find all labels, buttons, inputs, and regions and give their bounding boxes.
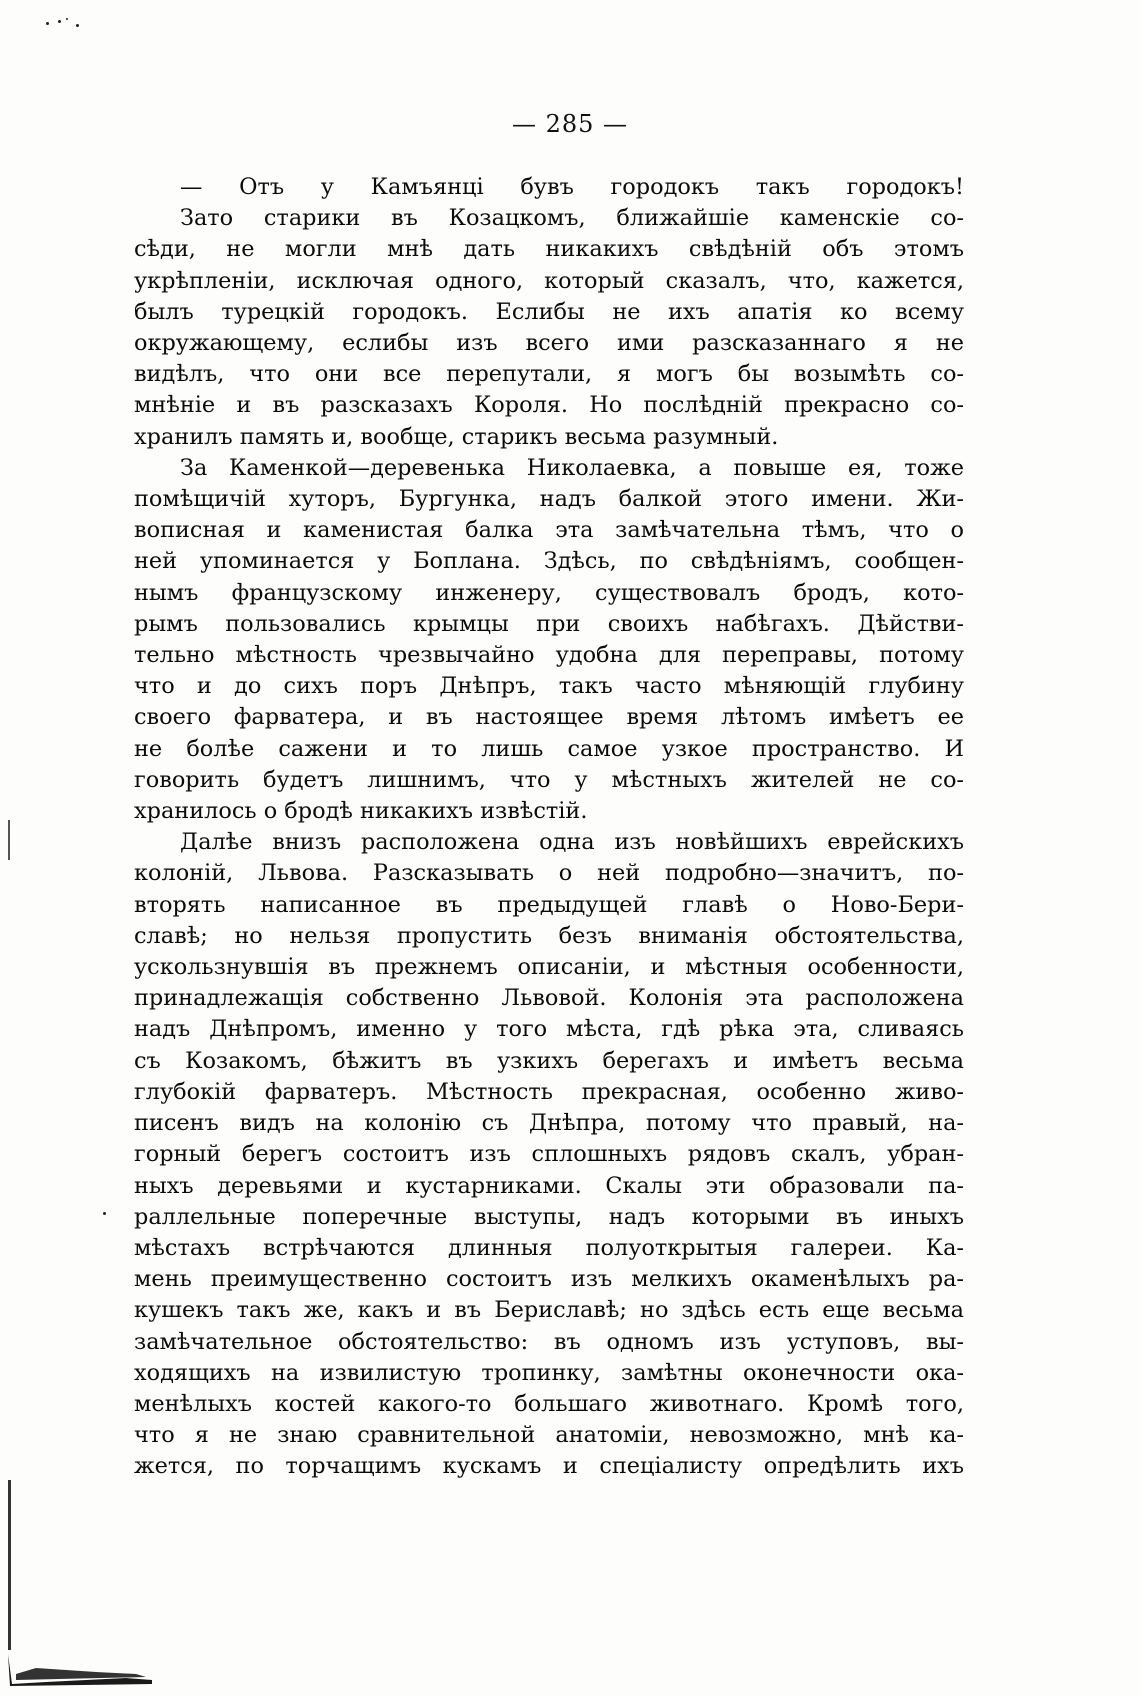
text-line: ныхъ деревьями и кустарниками. Скалы эти образовали па- bbox=[134, 1172, 964, 1199]
text-line: глубокій фарватеръ. Мѣстность прекрасная, особенно живо- bbox=[134, 1078, 964, 1105]
scan-speck bbox=[58, 20, 61, 23]
text-line: хранилось о бродѣ никакихъ извѣстій. bbox=[134, 798, 588, 825]
text-line: ускользнувшія въ прежнемъ описаніи, и мѣстныя особенности, bbox=[134, 954, 964, 981]
text-line: За Каменкой—деревенька Николаевка, а повыше ея, тоже bbox=[180, 454, 964, 481]
text-line: писенъ видъ на колонію съ Днѣпра, потому что правый, на- bbox=[134, 1110, 964, 1137]
text-line: Далѣе внизъ расположена одна изъ новѣйшихъ еврейскихъ bbox=[180, 829, 964, 856]
text-line: ходящихъ на извилистую тропинку, замѣтны оконечности ока- bbox=[134, 1359, 964, 1386]
text-line: ней упоминается у Боплана. Здѣсь, по свѣдѣніямъ, сообщен- bbox=[134, 548, 964, 575]
text-line: вторять написанное въ предыдущей главѣ о Ново-Бери- bbox=[134, 891, 964, 918]
body-text bbox=[134, 172, 964, 1483]
text-line: горный берегъ состоитъ изъ сплошныхъ рядовъ скалъ, убран- bbox=[134, 1141, 964, 1168]
text-line: тельно мѣстность чрезвычайно удобна для переправы, потому bbox=[134, 642, 964, 669]
text-line: надъ Днѣпромъ, именно у того мѣста, гдѣ рѣка эта, сливаясь bbox=[134, 1016, 964, 1043]
text-line: кушекъ такъ же, какъ и въ Бериславѣ; но здѣсь есть еще весьма bbox=[134, 1297, 964, 1324]
text-line: колоній, Львова. Разсказывать о ней подробно—значитъ, по- bbox=[134, 860, 964, 887]
text-line: мнѣніе и въ разсказахъ Короля. Но послѣдній прекрасно со- bbox=[134, 392, 964, 419]
scan-edge-line bbox=[8, 820, 10, 860]
text-line: съ Козакомъ, бѣжитъ въ узкихъ берегахъ и имѣетъ весьма bbox=[134, 1047, 964, 1074]
text-line: менѣлыхъ костей какого-то большаго животнаго. Кромѣ того, bbox=[134, 1390, 964, 1417]
text-line: — Отъ у Камъянці бувъ городокъ такъ городокъ! bbox=[180, 174, 964, 200]
text-line: что я не знаю сравнительной анатоміи, невозможно, мнѣ ка- bbox=[134, 1422, 964, 1449]
scan-speck bbox=[66, 18, 68, 20]
text-line: былъ турецкій городокъ. Еслибы не ихъ апатія ко всему bbox=[134, 298, 964, 325]
scan-speck bbox=[103, 1212, 106, 1215]
text-line: вописная и каменистая балка эта замѣчательна тѣмъ, что о bbox=[134, 517, 964, 544]
text-line: славѣ; но нельзя пропустить безъ вниманія обстоятельства, bbox=[134, 922, 964, 949]
text-line: раллельные поперечные выступы, надъ которыми въ иныхъ bbox=[134, 1203, 964, 1230]
text-line: видѣлъ, что они все перепутали, я могъ бы возымѣть со- bbox=[134, 361, 964, 388]
text-line: не болѣе сажени и то лишь самое узкое пространство. И bbox=[134, 735, 964, 762]
text-line: хранилъ память и, вообще, старикъ весьма разумный. bbox=[134, 423, 779, 450]
scan-smudge bbox=[6, 1644, 156, 1686]
scan-speck bbox=[76, 24, 79, 27]
text-line: сѣди, не могли мнѣ дать никакихъ свѣдѣній объ этомъ bbox=[134, 236, 964, 263]
text-line: мень преимущественно состоитъ изъ мелкихъ окаменѣлыхъ ра- bbox=[134, 1266, 964, 1293]
text-line: принадлежащія собственно Львовой. Колонія эта расположена bbox=[134, 985, 964, 1012]
text-line: Зато старики въ Козацкомъ, ближайшіе каменскіе со- bbox=[180, 205, 964, 232]
page-number: — 285 — bbox=[511, 110, 629, 138]
text-line: своего фарватера, и въ настоящее время лѣтомъ имѣетъ ее bbox=[134, 704, 964, 731]
text-line: окружающему, еслибы изъ всего ими разсказаннаго я не bbox=[134, 330, 964, 357]
text-line: мѣстахъ встрѣчаются длинныя полуоткрытыя галереи. Ка- bbox=[134, 1234, 964, 1261]
text-line: замѣчательное обстоятельство: въ одномъ изъ уступовъ, вы- bbox=[134, 1328, 964, 1355]
text-line: помѣщичій хуторъ, Бургунка, надъ балкой этого имени. Жи- bbox=[134, 486, 964, 513]
text-line: говорить будетъ лишнимъ, что у мѣстныхъ жителей не со- bbox=[134, 766, 964, 793]
text-line: нымъ французскому инженеру, существовалъ бродъ, кото- bbox=[134, 579, 964, 606]
text-line: что и до сихъ поръ Днѣпръ, такъ часто мѣняющій глубину bbox=[134, 673, 964, 700]
scan-speck bbox=[46, 22, 49, 25]
scan-edge-line bbox=[8, 1480, 11, 1650]
text-line: укрѣпленіи, исключая одного, который сказалъ, что, кажется, bbox=[134, 267, 964, 294]
text-line: рымъ пользовались крымцы при своихъ набѣгахъ. Дѣйстви- bbox=[134, 610, 964, 637]
text-line: жется, по торчащимъ кускамъ и спеціалисту опредѣлить ихъ bbox=[134, 1453, 964, 1480]
